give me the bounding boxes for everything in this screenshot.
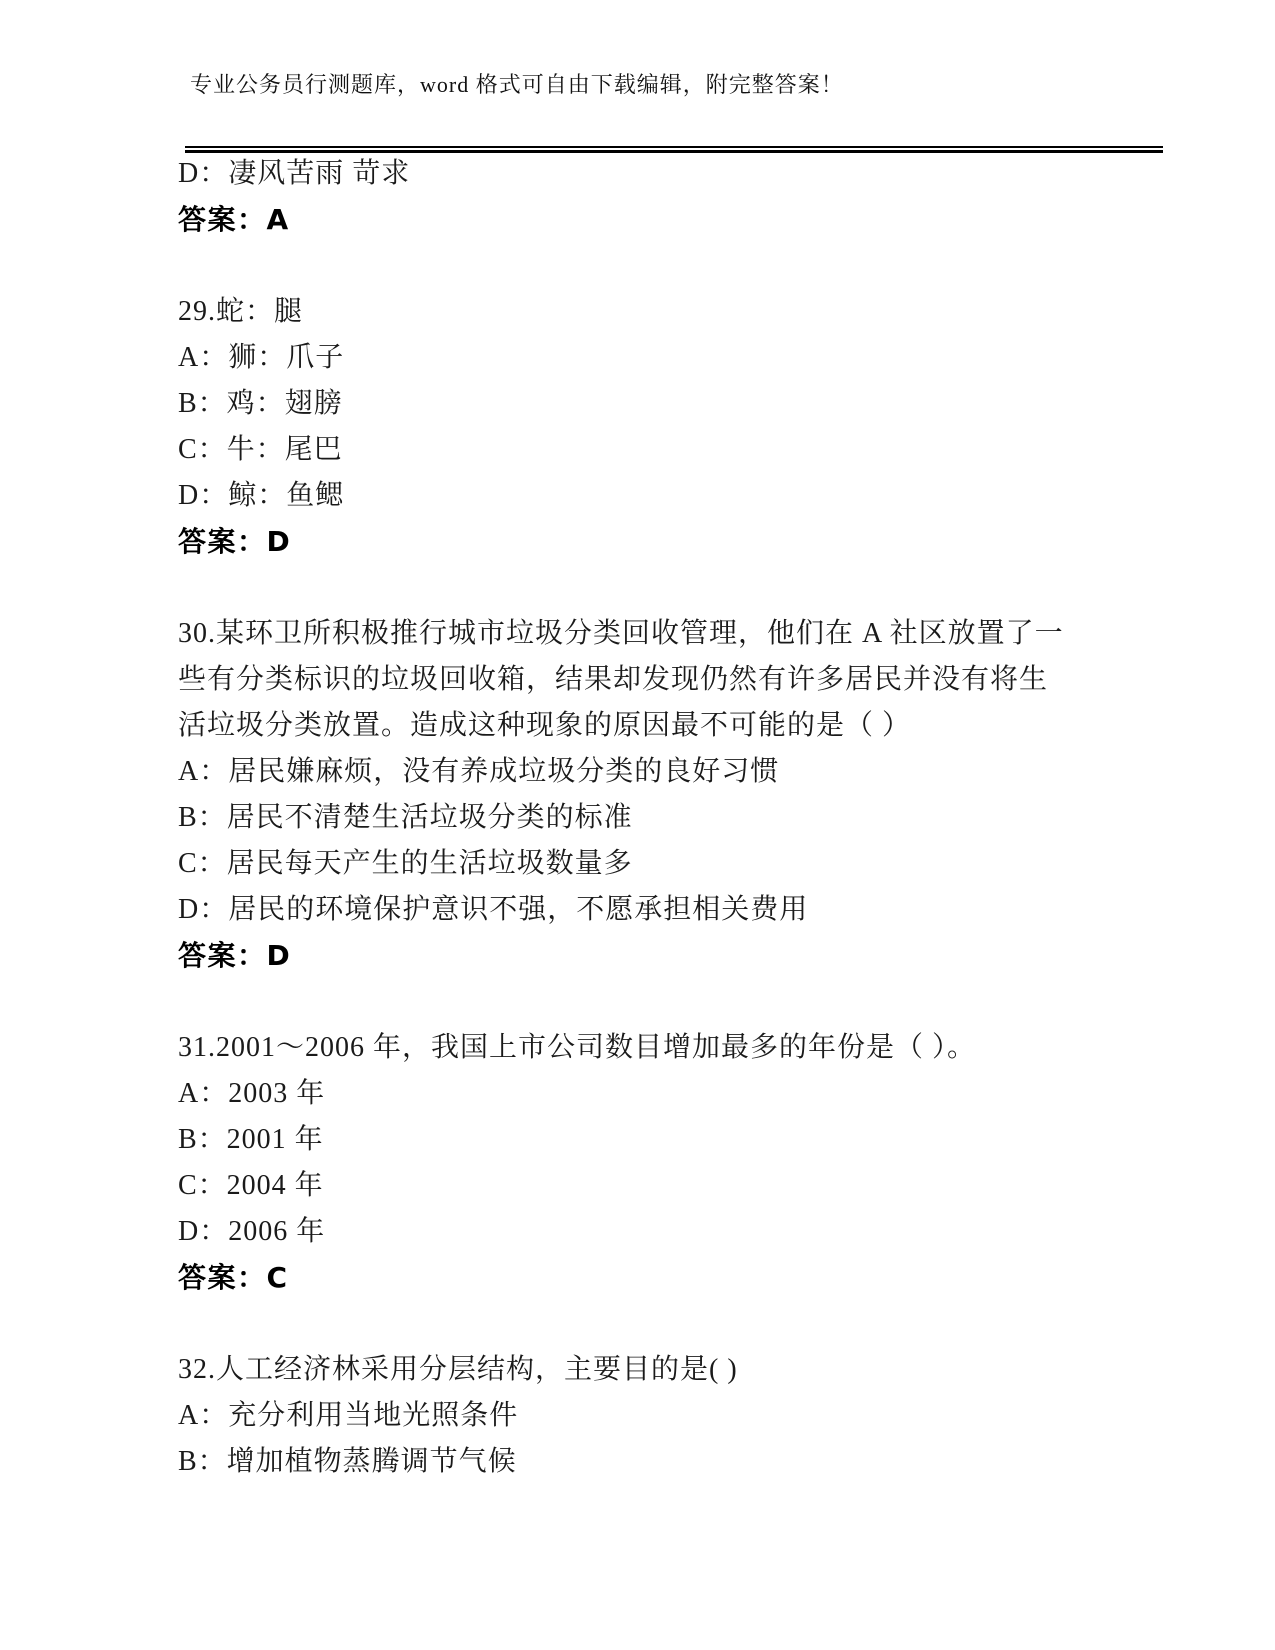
option-line-c: C：2004 年	[178, 1170, 324, 1201]
option-line-a: A：2003 年	[178, 1078, 326, 1109]
answer-line: 答案：D	[178, 939, 292, 972]
question-block-28-tail	[178, 151, 1178, 243]
option-line-b: B：2001 年	[178, 1124, 324, 1155]
question-text-line-3: 活垃圾分类放置。造成这种现象的原因最不可能的是（ ）	[178, 710, 912, 741]
answer-line: 答案：A	[178, 203, 290, 236]
document-content	[178, 151, 1178, 1531]
question-text-line-1: 30.某环卫所积极推行城市垃圾分类回收管理，他们在 A 社区放置了一	[178, 618, 1064, 649]
option-line-c: C：居民每天产生的生活垃圾数量多	[178, 848, 633, 879]
question-block-29	[178, 289, 1178, 565]
question-block-30	[178, 611, 1178, 979]
option-line-d: D：居民的环境保护意识不强，不愿承担相关费用	[178, 894, 809, 925]
question-text: 32.人工经济林采用分层结构，主要目的是( )	[178, 1354, 738, 1385]
question-block-32	[178, 1347, 1178, 1485]
option-line-d: D：2006 年	[178, 1216, 326, 1247]
option-line-b: B：鸡：翅膀	[178, 388, 343, 419]
option-line-d: D：凄风苦雨 苛求	[178, 158, 411, 189]
option-line-d: D：鲸：鱼鳃	[178, 480, 345, 511]
question-text: 31.2001～2006 年，我国上市公司数目增加最多的年份是（ ）。	[178, 1032, 977, 1063]
page-header-title: 专业公务员行测题库，word 格式可自由下载编辑，附完整答案！	[190, 72, 844, 97]
question-text-line-2: 些有分类标识的垃圾回收箱，结果却发现仍然有许多居民并没有将生	[178, 664, 1049, 695]
option-line-a: A：居民嫌麻烦，没有养成垃圾分类的良好习惯	[178, 756, 780, 787]
option-line-a: A：充分利用当地光照条件	[178, 1400, 519, 1431]
option-line-a: A：狮：爪子	[178, 342, 345, 373]
answer-line: 答案：D	[178, 525, 292, 558]
option-line-b: B：居民不清楚生活垃圾分类的标准	[178, 802, 633, 833]
answer-line: 答案：C	[178, 1261, 289, 1294]
question-text: 29.蛇：腿	[178, 296, 304, 327]
option-line-c: C：牛：尾巴	[178, 434, 343, 465]
question-block-31	[178, 1025, 1178, 1301]
option-line-b: B：增加植物蒸腾调节气候	[178, 1446, 517, 1477]
